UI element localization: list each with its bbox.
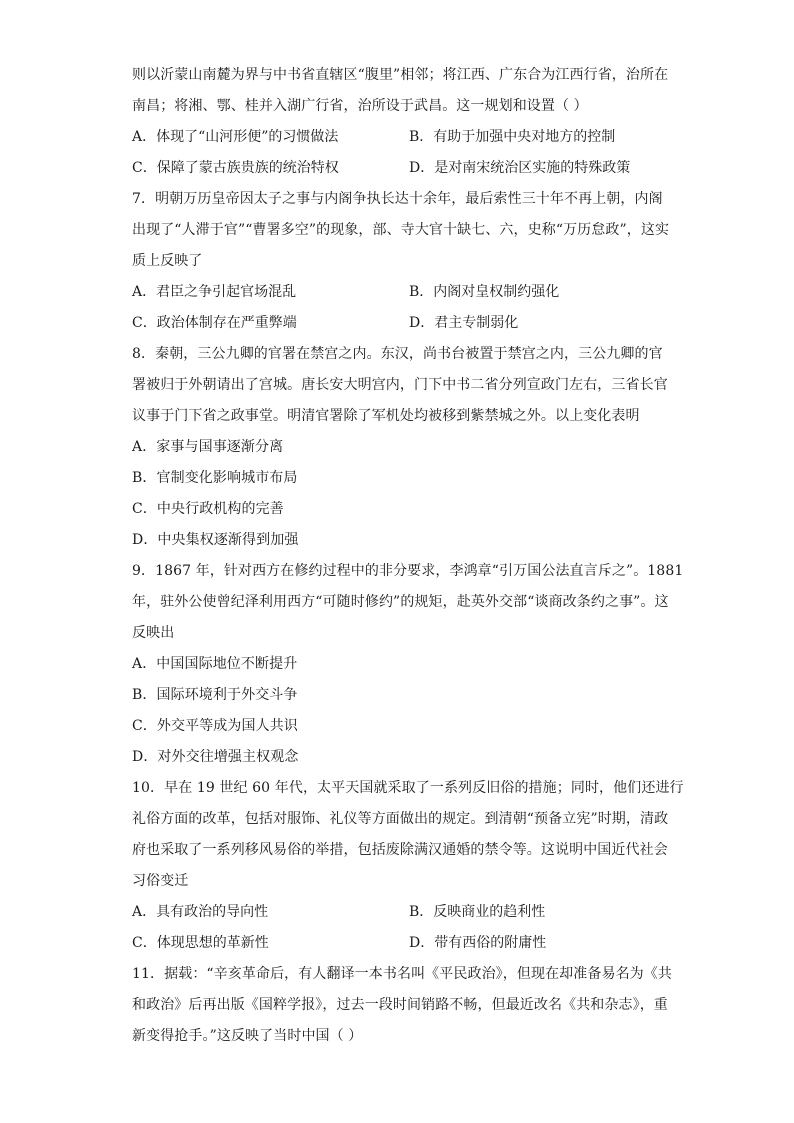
q11-stem-line-2: 和政治》后再出版《国粹学报》，过去一段时间销路不畅，但最近改名《共和杂志》，重 — [132, 997, 668, 1013]
q8-option-d[interactable]: D．中央集权逐渐得到加强 — [132, 532, 299, 548]
question-8 — [132, 339, 668, 556]
q6-stem-line-1: 则以沂蒙山南麓为界与中书省直辖区“腹里”相邻；将江西、广东合为江西行省，治所在 — [132, 67, 669, 83]
q10-stem-line-4: 习俗变迁 — [132, 873, 189, 889]
q10-option-c[interactable]: C．体现思想的革新性 — [132, 935, 269, 951]
q9-option-d[interactable]: D．对外交往增强主权观念 — [132, 749, 299, 765]
q7-option-d[interactable]: D．君主专制弱化 — [409, 315, 519, 331]
q6-stem-line-2: 南昌；将湘、鄂、桂并入湖广行省，治所设于武昌。这一规划和设置（ ） — [132, 98, 588, 114]
q8-stem-line-1: 8．秦朝，三公九卿的官署在禁宫之内。东汉，尚书台被置于禁宫之内，三公九卿的官 — [132, 346, 663, 362]
question-6 — [132, 60, 669, 184]
q7-option-c[interactable]: C．政治体制存在严重弊端 — [132, 315, 297, 331]
q9-stem-line-3: 反映出 — [132, 625, 175, 641]
q9-option-c[interactable]: C．外交平等成为国人共识 — [132, 718, 298, 734]
question-10 — [132, 773, 684, 959]
q7-stem-line-2: 出现了“人滞于官”“曹署多空”的现象，部、寺大官十缺七、六，史称“万历怠政”，这实 — [132, 222, 670, 238]
q6-options-row-2 — [132, 153, 662, 184]
q11-stem-line-3: 新变得抢手。”这反映了当时中国（ ） — [132, 1028, 363, 1044]
q10-option-b[interactable]: B．反映商业的趋利性 — [409, 904, 546, 920]
q6-options-row-1 — [132, 122, 662, 153]
q6-option-c[interactable]: C．保障了蒙古族贵族的统治特权 — [132, 160, 339, 176]
q8-stem-line-2: 署被归于外朝请出了宫城。唐长安大明宫内，门下中书二省分列宣政门左右，三省长官 — [132, 377, 668, 393]
q8-stem-line-3: 议事于门下省之政事堂。明清官署除了军机处均被移到紫禁城之外。以上变化表明 — [132, 408, 640, 424]
q10-options-row-2 — [132, 928, 662, 959]
q6-option-d[interactable]: D．是对南宋统治区实施的特殊政策 — [409, 160, 631, 176]
q7-options-row-2 — [132, 308, 662, 339]
question-11 — [132, 959, 672, 1052]
q9-stem-line-2: 年，驻外公使曾纪泽利用西方“可随时修约”的规矩，赴英外交部“谈商改条约之事”。这 — [132, 594, 669, 610]
q11-stem-line-1: 11．据载：“辛亥革命后，有人翻译一本书名叫《平民政治》，但现在却准备易名为《共 — [132, 966, 672, 982]
q10-stem-line-2: 礼俗方面的改革，包括对服饰、礼仪等方面做出的规定。到清朝“预备立宪”时期，清政 — [132, 811, 669, 827]
q6-option-a[interactable]: A．体现了“山河形便”的习惯做法 — [132, 129, 339, 145]
question-7 — [132, 184, 670, 339]
exam-page — [132, 60, 684, 1052]
q8-option-b[interactable]: B．官制变化影响城市布局 — [132, 470, 298, 486]
q10-options-row-1 — [132, 897, 662, 928]
q8-option-c[interactable]: C．中央行政机构的完善 — [132, 501, 284, 517]
q9-stem-line-1: 9．1867 年，针对西方在修约过程中的非分要求，李鸿章“引万国公法直言斥之”。1881 — [132, 563, 684, 579]
q10-option-a[interactable]: A．具有政治的导向性 — [132, 904, 269, 920]
q7-stem-line-3: 质上反映了 — [132, 253, 203, 269]
q9-option-b[interactable]: B．国际环境利于外交斗争 — [132, 687, 298, 703]
q8-option-a[interactable]: A．家事与国事逐渐分离 — [132, 439, 284, 455]
q7-option-b[interactable]: B．内阁对皇权制约强化 — [409, 284, 560, 300]
q9-option-a[interactable]: A．中国国际地位不断提升 — [132, 656, 298, 672]
question-9 — [132, 556, 684, 773]
q7-stem-line-1: 7．明朝万历皇帝因太子之事与内阁争执长达十余年，最后索性三十年不再上朝，内阁 — [132, 191, 663, 207]
q10-stem-line-3: 府也采取了一系列移风易俗的举措，包括废除满汉通婚的禁令等。这说明中国近代社会 — [132, 842, 668, 858]
q10-option-d[interactable]: D．带有西俗的附庸性 — [409, 935, 547, 951]
q7-option-a[interactable]: A．君臣之争引起官场混乱 — [132, 284, 297, 300]
q10-stem-line-1: 10．早在 19 世纪 60 年代，太平天国就采取了一系列反旧俗的措施；同时，他们还进行 — [132, 780, 684, 796]
q6-option-b[interactable]: B．有助于加强中央对地方的控制 — [409, 129, 616, 145]
q7-options-row-1 — [132, 277, 662, 308]
